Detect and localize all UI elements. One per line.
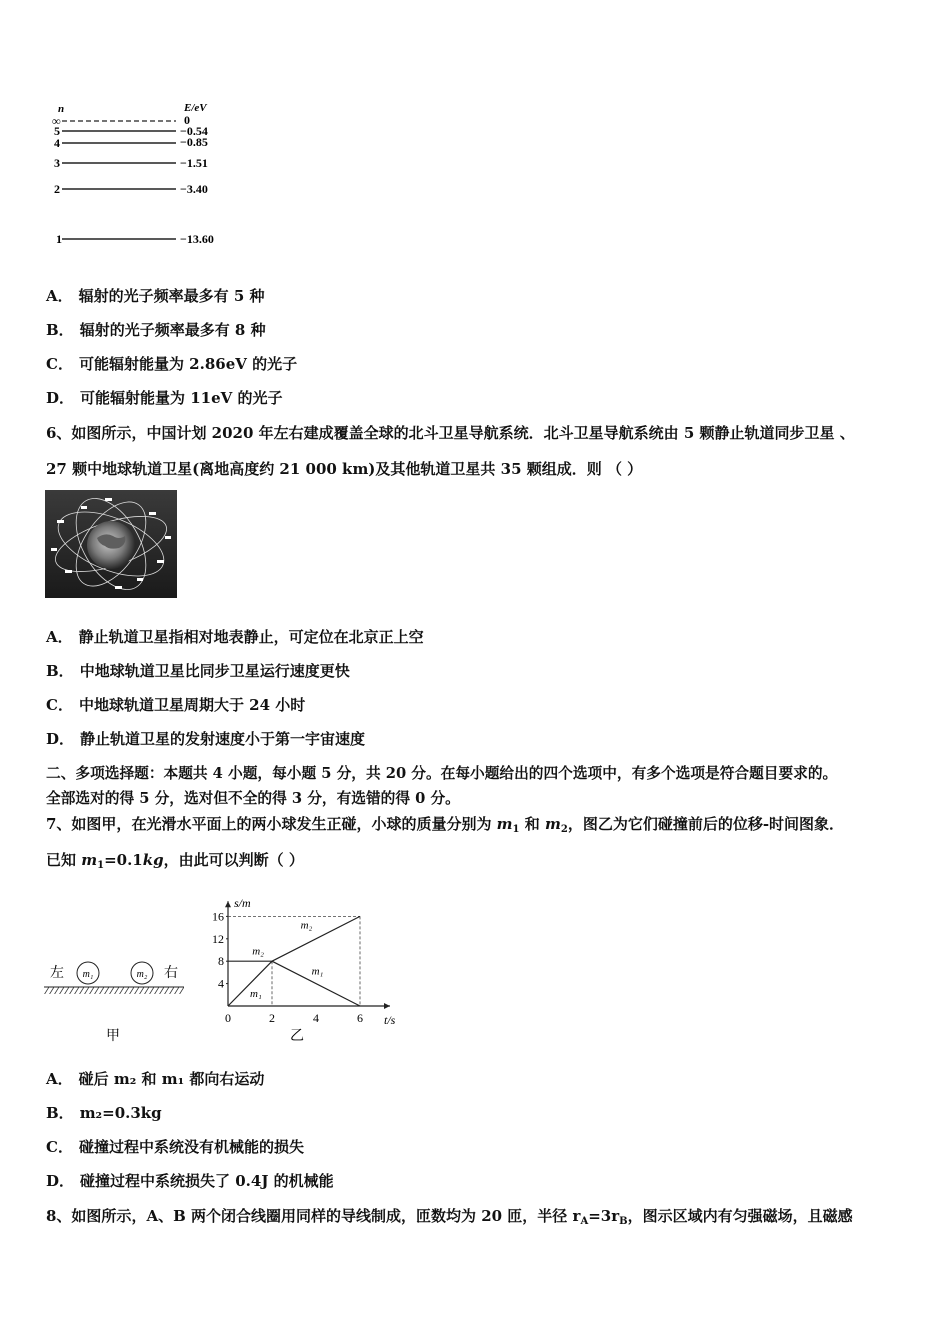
level-e: 0 (184, 113, 190, 127)
q7-option-a: A． 碰后 m₂ 和 m₁ 都向右运动 (46, 1070, 265, 1088)
y-axis-label: s/m (234, 896, 251, 911)
y-tick-label: 12 (212, 931, 224, 946)
ball-m2-label: m₂ (136, 969, 148, 980)
level-e: −1.51 (180, 156, 208, 170)
q6-option-c: C． 中地球轨道卫星周期大于 24 小时 (46, 696, 306, 714)
x-tick-label: 0 (225, 1011, 231, 1025)
series-label: m₂ (300, 919, 313, 932)
level-n: ∞ (52, 114, 61, 128)
energy-axis-label: E/eV (184, 102, 207, 114)
series-label: m₂ (252, 945, 264, 958)
level-n: 1 (56, 232, 62, 246)
y-tick-label: 4 (218, 976, 224, 991)
y-tick-label: 16 (212, 909, 224, 924)
q6-stem-line1: 6、如图所示，中国计划 2020 年左右建成覆盖全球的北斗卫星导航系统．北斗卫星导航系统由 5 颗静止轨道同步卫星 、 (46, 424, 855, 442)
q6-option-b: B． 中地球轨道卫星比同步卫星运行速度更快 (46, 662, 350, 680)
satellite-constellation-image (45, 490, 177, 598)
n-axis-label: n (58, 103, 65, 115)
q7-stem-line2: 已知 $m_1=0.1kg$，由此可以判断（ ） (46, 851, 304, 871)
q5-option-b: B． 辐射的光子频率最多有 8 种 (46, 321, 266, 339)
level-n: 5 (54, 124, 60, 138)
level-n: 4 (54, 136, 60, 150)
q8-stem-line1: 8、如图所示，A、B 两个闭合线圈用同样的导线制成，匝数均为 20 匝，半径 $r_A=3r_B$，图示区域内有匀强磁场，且磁感 (46, 1207, 853, 1227)
figure-jia-caption: 甲 (106, 1029, 120, 1044)
x-axis-arrow (384, 1003, 390, 1009)
x-tick-label: 2 (269, 1011, 275, 1025)
energy-level-diagram (46, 100, 246, 250)
q6-option-a: A． 静止轨道卫星指相对地表静止，可定位在北京正上空 (46, 628, 424, 646)
q5-option-c: C． 可能辐射能量为 2.86eV 的光子 (46, 355, 298, 373)
x-axis-label: t/s (384, 1013, 396, 1027)
y-tick-label: 8 (218, 954, 224, 969)
q7-option-d: D． 碰撞过程中系统损失了 0.4J 的机械能 (46, 1172, 334, 1190)
q7-option-b: B． m₂=0.3kg (46, 1104, 162, 1122)
level-e: −0.54 (180, 124, 208, 138)
series-line-2 (272, 916, 360, 961)
q6-stem-line2: 27 颗中地球轨道卫星(离地高度约 21 000 km)及其他轨道卫星共 35 颗组成．则 （ ） (46, 460, 643, 478)
section2-heading-line1: 二、多项选择题：本题共 4 小题，每小题 5 分，共 20 分。在每小题给出的四个选项中，有多个选项是符合题目要求的。 (46, 765, 838, 782)
series-label: m₁ (250, 988, 262, 1001)
level-e: −13.60 (180, 232, 214, 246)
left-label: 左 (50, 966, 64, 981)
q7-stem-line1: 7、如图甲，在光滑水平面上的两小球发生正碰，小球的质量分别为 $m_1$ 和 $m_2$，图乙为它们碰撞前后的位移-时间图象． (46, 815, 845, 835)
y-axis-arrow (225, 901, 231, 907)
st-graph (200, 880, 410, 1050)
x-tick-label: 6 (357, 1011, 363, 1025)
right-label: 右 (164, 966, 178, 981)
level-e: −3.40 (180, 182, 208, 196)
q6-option-d: D． 静止轨道卫星的发射速度小于第一宇宙速度 (46, 730, 366, 748)
level-n: 3 (54, 156, 60, 170)
section2-heading-line2: 全部选对的得 5 分，选对但不全的得 3 分，有选错的得 0 分。 (46, 790, 460, 807)
q5-option-d: D． 可能辐射能量为 11eV 的光子 (46, 389, 283, 407)
q5-option-a: A． 辐射的光子频率最多有 5 种 (46, 287, 265, 305)
x-tick-label: 4 (313, 1011, 319, 1025)
ball-m1-label: m₁ (82, 969, 94, 980)
level-e: −0.85 (180, 135, 208, 149)
series-label: m₁ (311, 965, 324, 978)
figure-yi-caption: 乙 (290, 1029, 304, 1044)
level-n: 2 (54, 182, 60, 196)
collision-figure-jia (44, 955, 189, 1047)
q7-option-c: C． 碰撞过程中系统没有机械能的损失 (46, 1138, 304, 1156)
ground-hatch (44, 987, 184, 994)
